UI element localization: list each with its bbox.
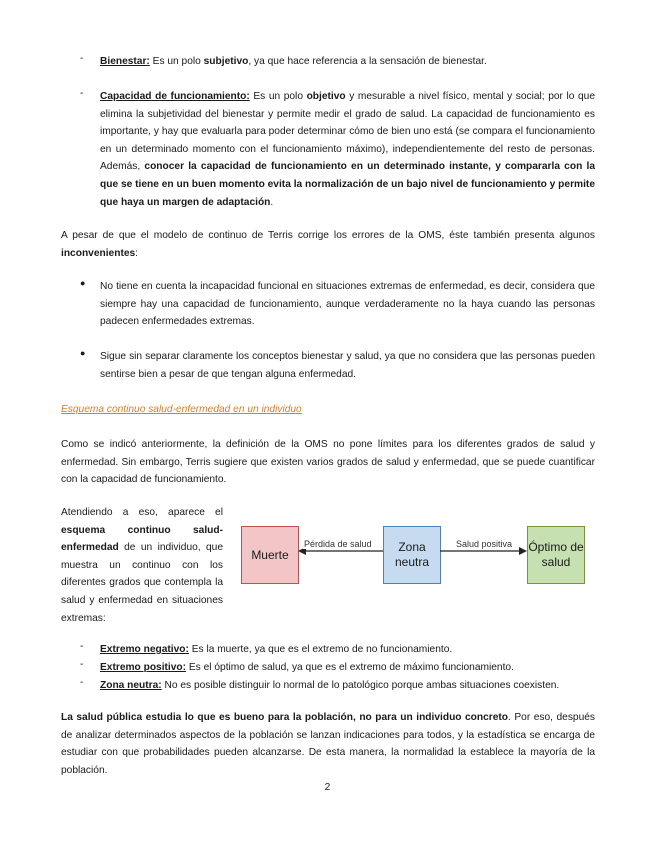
box-muerte: Muerte [241, 526, 299, 584]
final-paragraph: La salud pública estudia lo que es bueno para la población, no para un individuo concreto. Por eso, después de analizar determinados aspectos de la población se lanzan indicaciones para todos, y la estadística se encarga de estudiar con que probabilidades pueden alcanzarse. De esta manera, la normalidad la establece la mayoría de la población. [61, 712, 596, 776]
bullet-item: No tiene en cuenta la incapacidad funcional en situaciones extremas de enfermedad, es decir, considera que siempre hay una capacidad de funcionamiento, aunque verdaderamente no la haya cuando las personas padecen enfermedades extremas. [100, 281, 595, 328]
bullet-item: Sigue sin separar claramente los conceptos bienestar y salud, ya que no considera que las personas pueden sentirse bien a pesar de que tengan alguna enfermedad. [100, 351, 595, 380]
box-zona-neutra: Zona neutra [383, 526, 441, 584]
list-item-extremo-positivo: Extremo positivo: Es el óptimo de salud, ya que es el extremo de máximo funcionamiento. [100, 662, 514, 673]
list-item-extremo-negativo: Extremo negativo: Es la muerte, ya que es el extremo de no funcionamiento. [100, 644, 453, 655]
list-dash: - [80, 659, 84, 670]
list-item-capacidad: Capacidad de funcionamiento: Es un polo objetivo y mesurable a nivel físico, mental y social; por lo que elimina la subjetividad del bienestar y permite medir el grado de salud. La capacidad de funcionamiento es importante, y hay que evaluarla para poder determinar cómo de bien uno está (se compara el funcionamiento en un determinado momento con el funcionamiento máximo), independientemente del resto de personas. Además, conocer la capacidad de funcionamiento en un determinado instante, y compararla con la que se tiene en un buen momento evita la normalización de un bajo nivel de funcionamiento y permite que haya un margen de adaptación. [100, 91, 596, 208]
bullet-icon: ● [80, 348, 86, 358]
page-number: 2 [324, 782, 331, 793]
intro-paragraph: A pesar de que el modelo de continuo de Terris corrige los errores de la OMS, éste también presenta algunos inconvenientes: [61, 230, 595, 259]
arrow-label-perdida: Pérdida de salud [304, 539, 372, 549]
bullet-icon: ● [80, 278, 86, 288]
arrow-label-salud-positiva: Salud positiva [456, 539, 513, 549]
list-dash: - [80, 641, 84, 652]
side-paragraph: Atendiendo a eso, aparece el esquema continuo salud-enfermedad de un individuo, que muestra un continuo con los diferentes grados que contempla la salud y enfermedad en situaciones extremas: [61, 507, 223, 624]
list-dash: - [80, 677, 84, 688]
list-dash: - [80, 53, 84, 64]
paragraph-oms: Como se indicó anteriormente, la definición de la OMS no pone límites para los diferentes grados de salud y enfermedad. Sin embargo, Terris sugiere que existen varios grados de salud y enfermedad, que se puede cuantificar con la capacidad de funcionamiento. [61, 439, 595, 486]
list-item-bienestar: Bienestar: Es un polo subjetivo, ya que hace referencia a la sensación de bienestar. [100, 56, 487, 67]
box-optimo-salud: Óptimo de salud [527, 526, 585, 584]
list-item-zona-neutra: Zona neutra: No es posible distinguir lo normal de lo patológico porque ambas situaciones coexisten. [100, 680, 560, 691]
section-heading: Esquema continuo salud-enfermedad en un individuo [61, 404, 302, 415]
list-dash: - [80, 88, 84, 99]
